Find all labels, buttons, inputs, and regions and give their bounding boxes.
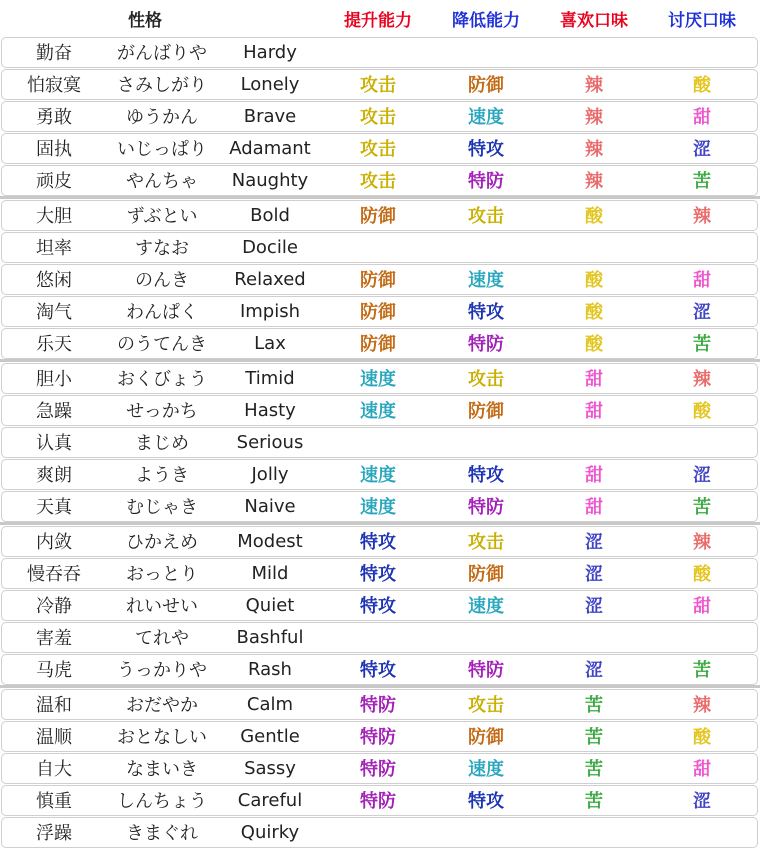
lowered-stat: 特攻 [468,139,504,160]
nature-name-zh: 自大 [36,759,72,780]
nature-name-kana: ひかえめ [126,532,198,553]
nature-name-en: Serious [236,431,304,453]
lowered-stat: 速度 [468,270,504,291]
raised-stat: 特防 [360,695,396,716]
nature-name-zh: 顽皮 [36,171,72,192]
nature-name-en: Sassy [244,757,296,779]
liked-flavor: 甜 [585,369,603,390]
lowered-stat: 防御 [468,564,504,585]
nature-name-kana: まじめ [135,433,189,454]
table-row [0,720,760,752]
nature-name-en: Bashful [236,626,304,648]
liked-flavor: 酸 [585,302,603,323]
raised-stat: 特攻 [360,596,396,617]
nature-name-kana: のんき [135,270,189,291]
nature-name-en: Mild [251,562,289,584]
table-row [0,327,760,359]
liked-flavor: 涩 [585,532,603,553]
nature-group [0,196,760,359]
raised-stat: 攻击 [360,139,396,160]
nature-name-kana: のうてんき [117,334,207,355]
nature-name-zh: 天真 [36,497,72,518]
nature-name-en: Hasty [244,399,296,421]
disliked-flavor: 甜 [693,270,711,291]
liked-flavor: 苦 [585,759,603,780]
lowered-stat: 速度 [468,759,504,780]
lowered-stat: 特攻 [468,465,504,486]
nature-name-kana: ずぶとい [126,206,198,227]
header-dislike: 讨厌口味 [668,10,736,31]
nature-name-zh: 害羞 [36,628,72,649]
nature-name-en: Careful [237,789,303,811]
nature-name-kana: いじっぱり [117,139,207,160]
disliked-flavor: 涩 [693,791,711,812]
liked-flavor: 辣 [585,139,603,160]
nature-name-zh: 爽朗 [36,465,72,486]
disliked-flavor: 苦 [693,497,711,518]
liked-flavor: 苦 [585,727,603,748]
nature-name-kana: がんばりや [117,43,207,64]
table-row [0,68,760,100]
disliked-flavor: 甜 [693,107,711,128]
lowered-stat: 防御 [468,75,504,96]
liked-flavor: 涩 [585,564,603,585]
lowered-stat: 攻击 [468,206,504,227]
liked-flavor: 苦 [585,695,603,716]
disliked-flavor: 涩 [693,139,711,160]
nature-name-kana: おっとり [126,564,198,585]
header-like: 喜欢口味 [560,10,628,31]
lowered-stat: 特防 [468,660,504,681]
disliked-flavor: 酸 [693,564,711,585]
nature-name-en: Jolly [251,463,289,485]
table-row [0,295,760,327]
disliked-flavor: 涩 [693,302,711,323]
nature-name-zh: 淘气 [36,302,72,323]
nature-name-en: Rash [248,658,292,680]
table-row [0,589,760,621]
header-nature: 性格 [128,10,162,31]
nature-name-en: Hardy [243,41,297,63]
nature-name-en: Docile [242,236,298,258]
nature-name-en: Naive [244,495,296,517]
lowered-stat: 速度 [468,107,504,128]
table-row [0,752,760,784]
disliked-flavor: 苦 [693,660,711,681]
nature-name-zh: 急躁 [36,401,72,422]
lowered-stat: 防御 [468,727,504,748]
nature-name-kana: きまぐれ [126,823,198,844]
lowered-stat: 速度 [468,596,504,617]
disliked-flavor: 苦 [693,334,711,355]
nature-name-zh: 固执 [36,139,72,160]
nature-name-kana: おとなしい [117,727,207,748]
nature-name-kana: わんぱく [126,302,198,323]
liked-flavor: 涩 [585,660,603,681]
table-row [0,100,760,132]
lowered-stat: 防御 [468,401,504,422]
lowered-stat: 特防 [468,334,504,355]
liked-flavor: 酸 [585,206,603,227]
nature-name-kana: すなお [135,238,189,259]
disliked-flavor: 酸 [693,727,711,748]
nature-name-zh: 慢吞吞 [27,564,81,585]
liked-flavor: 酸 [585,270,603,291]
nature-name-kana: しんちょう [117,791,207,812]
nature-name-en: Relaxed [234,268,306,290]
table-header [0,0,760,36]
table-row [0,231,760,263]
nature-name-kana: うっかりや [117,660,207,681]
table-row [0,263,760,295]
table-row [0,199,760,231]
disliked-flavor: 酸 [693,75,711,96]
raised-stat: 攻击 [360,75,396,96]
nature-name-en: Quirky [240,821,300,843]
table-row [0,525,760,557]
nature-name-zh: 怕寂寞 [27,75,81,96]
table-row [0,362,760,394]
raised-stat: 速度 [360,401,396,422]
nature-name-zh: 乐天 [36,334,72,355]
raised-stat: 攻击 [360,107,396,128]
nature-name-en: Brave [243,105,297,127]
nature-name-zh: 马虎 [36,660,72,681]
nature-name-zh: 冷静 [36,596,72,617]
nature-group [0,522,760,685]
nature-group [0,685,760,848]
liked-flavor: 苦 [585,791,603,812]
disliked-flavor: 甜 [693,759,711,780]
lowered-stat: 特攻 [468,302,504,323]
nature-name-zh: 悠闲 [36,270,72,291]
nature-group [0,359,760,522]
nature-name-zh: 内敛 [36,532,72,553]
liked-flavor: 甜 [585,497,603,518]
raised-stat: 特防 [360,727,396,748]
nature-name-zh: 胆小 [36,369,72,390]
raised-stat: 防御 [360,206,396,227]
nature-name-kana: むじゃき [126,497,198,518]
nature-name-en: Calm [246,693,294,715]
raised-stat: 防御 [360,334,396,355]
nature-name-en: Timid [245,367,295,389]
raised-stat: 防御 [360,302,396,323]
disliked-flavor: 辣 [693,532,711,553]
nature-name-en: Adamant [229,137,311,159]
nature-name-en: Impish [239,300,301,322]
nature-name-zh: 勇敢 [36,107,72,128]
raised-stat: 特攻 [360,660,396,681]
nature-name-zh: 浮躁 [36,823,72,844]
table-row [0,490,760,522]
raised-stat: 特防 [360,759,396,780]
table-row [0,784,760,816]
nature-name-kana: れいせい [126,596,198,617]
disliked-flavor: 酸 [693,401,711,422]
disliked-flavor: 苦 [693,171,711,192]
table-row [0,164,760,196]
raised-stat: 特攻 [360,532,396,553]
table-row [0,621,760,653]
nature-name-en: Gentle [240,725,300,747]
nature-name-en: Lonely [240,73,300,95]
table-row [0,557,760,589]
nature-name-en: Quiet [245,594,295,616]
table-row [0,132,760,164]
lowered-stat: 特防 [468,171,504,192]
nature-name-en: Lax [254,332,286,354]
nature-name-en: Modest [237,530,303,552]
liked-flavor: 酸 [585,334,603,355]
liked-flavor: 辣 [585,171,603,192]
nature-table [0,36,760,848]
table-row [0,458,760,490]
header-lower: 降低能力 [452,10,520,31]
lowered-stat: 特防 [468,497,504,518]
disliked-flavor: 甜 [693,596,711,617]
disliked-flavor: 辣 [693,695,711,716]
liked-flavor: 辣 [585,75,603,96]
nature-name-en: Naughty [231,169,309,191]
disliked-flavor: 涩 [693,465,711,486]
nature-name-en: Bold [250,204,290,226]
table-row [0,653,760,685]
raised-stat: 特攻 [360,564,396,585]
disliked-flavor: 辣 [693,206,711,227]
lowered-stat: 攻击 [468,369,504,390]
nature-name-kana: ようき [135,465,189,486]
liked-flavor: 涩 [585,596,603,617]
liked-flavor: 甜 [585,401,603,422]
nature-name-zh: 慎重 [36,791,72,812]
raised-stat: 速度 [360,465,396,486]
liked-flavor: 甜 [585,465,603,486]
disliked-flavor: 辣 [693,369,711,390]
nature-name-zh: 温顺 [36,727,72,748]
nature-name-zh: 勤奋 [36,43,72,64]
liked-flavor: 辣 [585,107,603,128]
nature-name-kana: ゆうかん [126,107,198,128]
lowered-stat: 攻击 [468,532,504,553]
lowered-stat: 特攻 [468,791,504,812]
table-row [0,394,760,426]
raised-stat: 特防 [360,791,396,812]
lowered-stat: 攻击 [468,695,504,716]
nature-name-kana: さみしがり [117,75,207,96]
nature-name-zh: 认真 [36,433,72,454]
nature-name-kana: てれや [135,628,189,649]
nature-name-kana: やんちゃ [126,171,198,192]
raised-stat: 速度 [360,369,396,390]
table-row [0,426,760,458]
table-row [0,816,760,848]
nature-name-kana: おくびょう [117,369,207,390]
header-raise: 提升能力 [344,10,412,31]
table-row [0,688,760,720]
nature-name-zh: 温和 [36,695,72,716]
raised-stat: 防御 [360,270,396,291]
nature-name-zh: 大胆 [36,206,72,227]
nature-name-kana: なまいき [126,759,198,780]
table-row [0,36,760,68]
nature-name-zh: 坦率 [36,238,72,259]
nature-name-kana: おだやか [126,695,198,716]
nature-name-kana: せっかち [126,401,198,422]
nature-group [0,36,760,196]
raised-stat: 速度 [360,497,396,518]
raised-stat: 攻击 [360,171,396,192]
